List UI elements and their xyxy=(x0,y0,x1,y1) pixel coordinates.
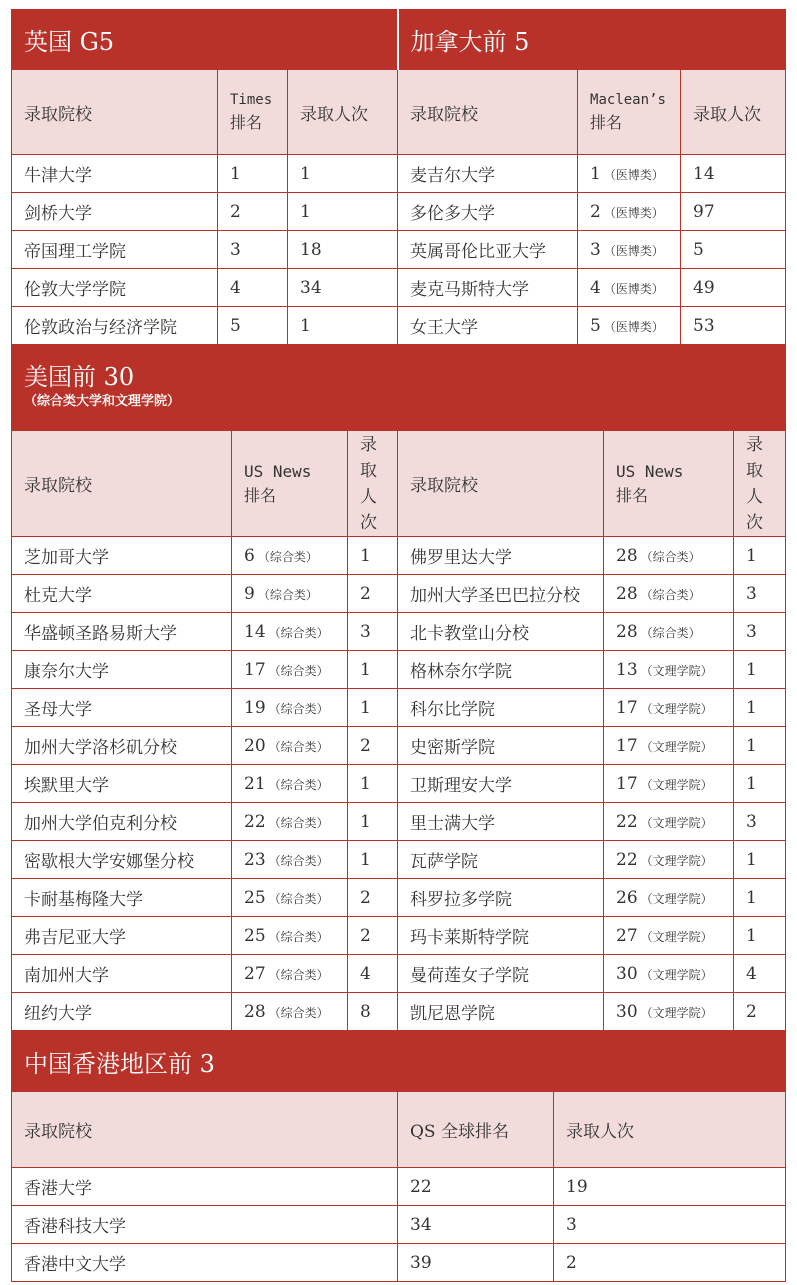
us-left-rank-category-tag: （综合类） xyxy=(268,739,329,754)
uk-header-rank-line2: 排名 xyxy=(230,113,263,132)
canada-rank-category-tag: （医博类） xyxy=(603,243,664,258)
us-left-school: 弗吉尼亚大学 xyxy=(12,917,232,955)
hk-header-rank: QS 全球排名 xyxy=(398,1092,554,1168)
canada-section-title: 加拿大前 5 xyxy=(398,10,786,70)
us-right-rank-value: 28 xyxy=(616,583,638,604)
table-row xyxy=(12,269,786,307)
uk-rank: 5 xyxy=(218,307,288,345)
us-left-rank xyxy=(232,841,348,879)
us-right-school: 卫斯理安大学 xyxy=(398,765,604,803)
us-left-header-count-c2: 取 xyxy=(360,460,377,481)
us-right-count: 3 xyxy=(734,575,786,613)
canada-school: 英属哥伦比亚大学 xyxy=(398,231,578,269)
us-left-rank-category-tag: （综合类） xyxy=(268,853,329,868)
uk-school: 伦敦政治与经济学院 xyxy=(12,307,218,345)
table-row xyxy=(12,307,786,345)
us-right-school: 佛罗里达大学 xyxy=(398,537,604,575)
us-right-rank-category-tag: （综合类） xyxy=(640,625,701,640)
uk-count: 1 xyxy=(288,155,398,193)
us-right-rank xyxy=(604,575,734,613)
us-left-header-count-c1: 录 xyxy=(360,434,377,455)
us-left-rank xyxy=(232,803,348,841)
canada-rank-value: 1 xyxy=(590,163,601,184)
us-right-school: 曼荷莲女子学院 xyxy=(398,955,604,993)
us-left-rank-value: 20 xyxy=(244,735,266,756)
us-right-header-school: 录取院校 xyxy=(398,431,604,537)
table-row xyxy=(12,727,786,765)
us-right-rank-category-tag: （文理学院） xyxy=(640,853,713,868)
us-right-count: 1 xyxy=(734,879,786,917)
us-left-rank-category-tag: （综合类） xyxy=(268,929,329,944)
canada-rank-value: 2 xyxy=(590,201,601,222)
us-right-rank xyxy=(604,955,734,993)
us-left-rank-value: 9 xyxy=(244,583,255,604)
table-row xyxy=(12,803,786,841)
us-left-count: 2 xyxy=(348,575,398,613)
uk-header-rank xyxy=(218,70,288,155)
us-right-rank-category-tag: （文理学院） xyxy=(640,967,713,982)
uk-rank: 4 xyxy=(218,269,288,307)
us-left-school: 芝加哥大学 xyxy=(12,537,232,575)
hk-rank: 34 xyxy=(398,1206,554,1244)
us-section-title xyxy=(12,346,786,431)
uk-rank: 2 xyxy=(218,193,288,231)
uk-school: 牛津大学 xyxy=(12,155,218,193)
us-right-count: 1 xyxy=(734,765,786,803)
us-left-rank xyxy=(232,993,348,1031)
us-right-rank-value: 17 xyxy=(616,697,638,718)
uk-header-count: 录取人次 xyxy=(288,70,398,155)
table-row xyxy=(12,689,786,727)
us-right-rank-value: 22 xyxy=(616,811,638,832)
us-left-header-count-c4: 次 xyxy=(360,512,377,533)
hk-section-title: 中国香港地区前 3 xyxy=(12,1032,786,1092)
us-right-rank-category-tag: （文理学院） xyxy=(640,663,713,678)
uk-header-school: 录取院校 xyxy=(12,70,218,155)
us-left-count: 1 xyxy=(348,765,398,803)
uk-school: 帝国理工学院 xyxy=(12,231,218,269)
uk-count: 1 xyxy=(288,307,398,345)
table-row xyxy=(12,1244,786,1282)
us-left-rank-value: 17 xyxy=(244,659,266,680)
us-right-rank xyxy=(604,917,734,955)
us-right-rank-value: 17 xyxy=(616,773,638,794)
us-left-rank-category-tag: （综合类） xyxy=(268,777,329,792)
hk-rank: 39 xyxy=(398,1244,554,1282)
table-row xyxy=(12,955,786,993)
table-row xyxy=(12,841,786,879)
table-row xyxy=(12,155,786,193)
us-left-school: 埃默里大学 xyxy=(12,765,232,803)
us-left-rank-value: 21 xyxy=(244,773,266,794)
us-right-rank-category-tag: （综合类） xyxy=(640,587,701,602)
us-left-school: 加州大学洛杉矶分校 xyxy=(12,727,232,765)
canada-school: 女王大学 xyxy=(398,307,578,345)
canada-rank xyxy=(578,193,681,231)
us-right-count: 1 xyxy=(734,651,786,689)
us-right-count: 2 xyxy=(734,993,786,1031)
us-right-count: 4 xyxy=(734,955,786,993)
us-left-count: 1 xyxy=(348,803,398,841)
us-left-count: 4 xyxy=(348,955,398,993)
us-left-rank-category-tag: （综合类） xyxy=(257,549,318,564)
us-right-count: 3 xyxy=(734,613,786,651)
canada-rank-value: 5 xyxy=(590,315,601,336)
us-right-rank-value: 30 xyxy=(616,1001,638,1022)
us-left-rank-value: 25 xyxy=(244,887,266,908)
us-right-rank xyxy=(604,613,734,651)
canada-header-rank-line1: Maclean’s xyxy=(590,92,666,108)
us-right-rank xyxy=(604,803,734,841)
canada-header-rank xyxy=(578,70,681,155)
us-right-count: 1 xyxy=(734,917,786,955)
canada-count: 49 xyxy=(681,269,786,307)
us-left-rank xyxy=(232,727,348,765)
us-right-rank-category-tag: （文理学院） xyxy=(640,891,713,906)
us-left-header-count xyxy=(348,431,398,537)
us-left-count: 1 xyxy=(348,841,398,879)
us-left-school: 圣母大学 xyxy=(12,689,232,727)
us-subtitle: （综合类大学和文理学院） xyxy=(24,394,181,409)
us-right-header-rank xyxy=(604,431,734,537)
us-right-rank-category-tag: （文理学院） xyxy=(640,701,713,716)
us-left-header-school: 录取院校 xyxy=(12,431,232,537)
us-right-school: 玛卡莱斯特学院 xyxy=(398,917,604,955)
us-left-school: 卡耐基梅隆大学 xyxy=(12,879,232,917)
us-right-rank-category-tag: （文理学院） xyxy=(640,777,713,792)
hk-school: 香港中文大学 xyxy=(12,1244,398,1282)
us-left-rank xyxy=(232,575,348,613)
us-right-school: 北卡教堂山分校 xyxy=(398,613,604,651)
us-right-header-count-c1: 录 xyxy=(746,434,763,455)
table-row xyxy=(12,765,786,803)
us-right-rank xyxy=(604,689,734,727)
canada-count: 14 xyxy=(681,155,786,193)
us-right-rank-category-tag: （文理学院） xyxy=(640,815,713,830)
table-row xyxy=(12,917,786,955)
us-left-header-count-c3: 人 xyxy=(360,486,377,507)
canada-header-school: 录取院校 xyxy=(398,70,578,155)
us-left-school: 康奈尔大学 xyxy=(12,651,232,689)
admission-tables xyxy=(11,9,785,1282)
us-right-count: 1 xyxy=(734,727,786,765)
us-left-rank xyxy=(232,537,348,575)
canada-school: 多伦多大学 xyxy=(398,193,578,231)
table-row xyxy=(12,193,786,231)
us-left-rank xyxy=(232,917,348,955)
us-right-rank-value: 17 xyxy=(616,735,638,756)
canada-count: 97 xyxy=(681,193,786,231)
us-left-rank-value: 25 xyxy=(244,925,266,946)
hk-count: 19 xyxy=(554,1168,786,1206)
table-row xyxy=(12,651,786,689)
us-right-header-count-c3: 人 xyxy=(746,486,763,507)
us-right-rank-category-tag: （综合类） xyxy=(640,549,701,564)
canada-rank-category-tag: （医博类） xyxy=(603,319,664,334)
hk-header-count: 录取人次 xyxy=(554,1092,786,1168)
table-row xyxy=(12,879,786,917)
us-right-header-rank-line1: US News xyxy=(616,461,684,481)
us-left-header-rank-line1: US News xyxy=(244,461,312,481)
canada-school: 麦克马斯特大学 xyxy=(398,269,578,307)
us-left-count: 2 xyxy=(348,879,398,917)
us-right-rank-value: 13 xyxy=(616,659,638,680)
us-left-rank xyxy=(232,879,348,917)
us-table xyxy=(11,345,786,1031)
hk-table xyxy=(11,1031,786,1282)
uk-school: 伦敦大学学院 xyxy=(12,269,218,307)
us-left-rank-category-tag: （综合类） xyxy=(268,967,329,982)
us-right-rank-category-tag: （文理学院） xyxy=(640,739,713,754)
us-right-header-count-c2: 取 xyxy=(746,460,763,481)
us-right-rank xyxy=(604,537,734,575)
us-left-rank-value: 27 xyxy=(244,963,266,984)
us-left-school: 杜克大学 xyxy=(12,575,232,613)
table-row xyxy=(12,537,786,575)
us-right-rank-value: 26 xyxy=(616,887,638,908)
uk-rank: 1 xyxy=(218,155,288,193)
uk-count: 1 xyxy=(288,193,398,231)
us-right-rank-category-tag: （文理学院） xyxy=(640,1005,713,1020)
hk-school: 香港大学 xyxy=(12,1168,398,1206)
us-right-school: 科罗拉多学院 xyxy=(398,879,604,917)
us-left-school: 加州大学伯克利分校 xyxy=(12,803,232,841)
us-right-school: 格林奈尔学院 xyxy=(398,651,604,689)
us-right-school: 科尔比学院 xyxy=(398,689,604,727)
uk-count: 34 xyxy=(288,269,398,307)
us-right-header-count xyxy=(734,431,786,537)
us-left-rank xyxy=(232,651,348,689)
us-left-rank-category-tag: （综合类） xyxy=(268,701,329,716)
us-right-rank xyxy=(604,651,734,689)
canada-rank xyxy=(578,269,681,307)
us-right-school: 史密斯学院 xyxy=(398,727,604,765)
us-right-count: 1 xyxy=(734,537,786,575)
hk-count: 3 xyxy=(554,1206,786,1244)
us-right-school: 瓦萨学院 xyxy=(398,841,604,879)
us-left-rank xyxy=(232,765,348,803)
us-left-header-rank xyxy=(232,431,348,537)
us-left-count: 8 xyxy=(348,993,398,1031)
canada-count: 53 xyxy=(681,307,786,345)
us-left-rank-category-tag: （综合类） xyxy=(268,663,329,678)
table-row xyxy=(12,1168,786,1206)
us-left-rank-value: 6 xyxy=(244,545,255,566)
us-left-school: 纽约大学 xyxy=(12,993,232,1031)
us-left-rank-value: 23 xyxy=(244,849,266,870)
uk-rank: 3 xyxy=(218,231,288,269)
uk-school: 剑桥大学 xyxy=(12,193,218,231)
us-right-rank xyxy=(604,993,734,1031)
us-left-count: 1 xyxy=(348,651,398,689)
us-left-rank-value: 22 xyxy=(244,811,266,832)
us-right-rank xyxy=(604,765,734,803)
us-right-rank-value: 28 xyxy=(616,621,638,642)
hk-school: 香港科技大学 xyxy=(12,1206,398,1244)
us-left-rank-category-tag: （综合类） xyxy=(268,625,329,640)
hk-header-school: 录取院校 xyxy=(12,1092,398,1168)
us-left-rank-value: 19 xyxy=(244,697,266,718)
us-left-rank-category-tag: （综合类） xyxy=(268,1005,329,1020)
us-right-rank-value: 28 xyxy=(616,545,638,566)
us-right-rank-category-tag: （文理学院） xyxy=(640,929,713,944)
table-row xyxy=(12,1206,786,1244)
us-right-count: 3 xyxy=(734,803,786,841)
us-right-rank xyxy=(604,879,734,917)
canada-rank-value: 3 xyxy=(590,239,601,260)
uk-count: 18 xyxy=(288,231,398,269)
us-left-school: 华盛顿圣路易斯大学 xyxy=(12,613,232,651)
uk-canada-table xyxy=(11,9,786,345)
us-left-count: 2 xyxy=(348,917,398,955)
us-right-header-count-c4: 次 xyxy=(746,512,763,533)
us-left-rank-value: 14 xyxy=(244,621,266,642)
us-left-rank-category-tag: （综合类） xyxy=(268,815,329,830)
us-right-rank-value: 30 xyxy=(616,963,638,984)
us-left-count: 1 xyxy=(348,537,398,575)
uk-header-rank-line1: Times xyxy=(230,92,273,108)
us-left-rank-category-tag: （综合类） xyxy=(268,891,329,906)
canada-rank xyxy=(578,155,681,193)
hk-rank: 22 xyxy=(398,1168,554,1206)
us-left-header-rank-line2: 排名 xyxy=(244,485,277,505)
canada-rank-value: 4 xyxy=(590,277,601,298)
us-right-count: 1 xyxy=(734,689,786,727)
us-right-school: 里士满大学 xyxy=(398,803,604,841)
hk-count: 2 xyxy=(554,1244,786,1282)
table-row xyxy=(12,993,786,1031)
table-row xyxy=(12,613,786,651)
us-left-count: 3 xyxy=(348,613,398,651)
us-right-school: 加州大学圣巴巴拉分校 xyxy=(398,575,604,613)
uk-section-title: 英国 G5 xyxy=(12,10,398,70)
us-right-rank-value: 22 xyxy=(616,849,638,870)
us-left-rank xyxy=(232,689,348,727)
canada-header-rank-line2: 排名 xyxy=(590,113,623,132)
table-row xyxy=(12,575,786,613)
us-left-school: 密歇根大学安娜堡分校 xyxy=(12,841,232,879)
us-right-rank xyxy=(604,841,734,879)
canada-rank xyxy=(578,307,681,345)
us-right-rank-value: 27 xyxy=(616,925,638,946)
canada-rank xyxy=(578,231,681,269)
us-left-rank-category-tag: （综合类） xyxy=(257,587,318,602)
canada-rank-category-tag: （医博类） xyxy=(603,205,664,220)
us-right-count: 1 xyxy=(734,841,786,879)
us-right-school: 凯尼恩学院 xyxy=(398,993,604,1031)
us-left-rank-value: 28 xyxy=(244,1001,266,1022)
us-left-school: 南加州大学 xyxy=(12,955,232,993)
us-left-rank xyxy=(232,955,348,993)
us-right-rank xyxy=(604,727,734,765)
canada-school: 麦吉尔大学 xyxy=(398,155,578,193)
us-left-count: 2 xyxy=(348,727,398,765)
canada-count: 5 xyxy=(681,231,786,269)
us-title: 美国前 30 xyxy=(24,363,135,391)
us-left-count: 1 xyxy=(348,689,398,727)
canada-header-count: 录取人次 xyxy=(681,70,786,155)
us-right-header-rank-line2: 排名 xyxy=(616,485,649,505)
table-row xyxy=(12,231,786,269)
canada-rank-category-tag: （医博类） xyxy=(603,281,664,296)
canada-rank-category-tag: （医博类） xyxy=(603,167,664,182)
us-left-rank xyxy=(232,613,348,651)
